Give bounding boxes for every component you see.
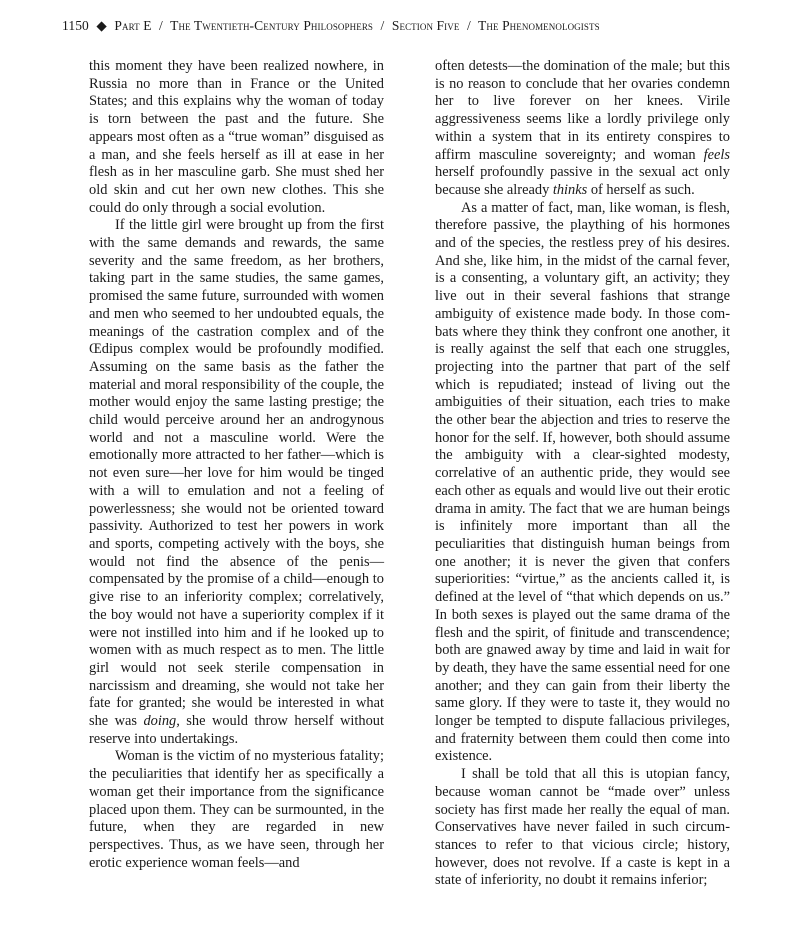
section-label: Section Five <box>391 18 460 33</box>
paragraph <box>89 217 384 748</box>
paragraph-text: she would throw herself without reserve into undertakings. <box>89 713 384 747</box>
paragraph <box>435 58 730 200</box>
paragraph: this moment they have been realized nowhere, in Russia no more than in France or the United States; and this explains why the woman of today is torn between the past and the future. She appears most often as a “true woman” disguised as a man, and she feels herself as ill at ease in her flesh as in her masculine garb. She must shed her old skin and cut her own new clothes. This she could do only through a social evolution. <box>89 58 384 216</box>
paragraph: Woman is the victim of no mysterious fatality; the peculiarities that identify her as specifically a woman get their importance from the significance placed upon them. They can be surmounted, in the future, when they are regarded in new perspectives. Thus, as we have seen, through her erotic experience woman feels—and <box>89 748 384 871</box>
emphasis-text: feels <box>703 146 730 163</box>
right-text-column <box>435 58 730 890</box>
running-header <box>62 18 742 34</box>
emphasis-text: thinks <box>552 181 588 198</box>
page-number: 1150 <box>62 18 89 33</box>
book-title: The Twentieth-Century Philosophers <box>170 18 374 33</box>
paragraph-text: of herself as such. <box>587 181 695 198</box>
emphasis-text: doing, <box>143 713 180 730</box>
paragraph-text: If the little girl were brought up from the first with the same demands and rewards, the same severity and the same freedom, as her brothers, taking part in the same studies, the same games, promised the same future, surrounded with women and men who seemed to her undoubted equals, the meanings of the castration complex and of the Œdipus complex would be profoundly modified. Assuming on the same basis as the father the material and moral responsibility of the couple, the mother would enjoy the same lasting prestige; the child would perceive around her an androgynous world and not a masculine world. Were the emotionally more attracted to her father—which is not even sure—her love for him would be tinged with a will to emulation and not a feeling of powerlessness; she would not be oriented toward passivity. Authorized to test her powers in work and sports, competing actively with the boys, she would not find the absence of the penis—compensated by the promise of a child—enough to give rise to an inferiority complex; correlatively, the boy would not have a superiority complex if it were not instilled into him and if he looked up to women with as much respect as to men. The little girl would not seek sterile compensation in narcissism and dreaming, she would not take her fate for granted; she would be interested in what she was <box>89 217 384 730</box>
paragraph: I shall be told that all this is utopian fancy, because woman cannot be “made over” unless society has first made her really the equal of man. Conservatives have never failed in such circumstances to refer to that vicious circle; history, however, does not revolve. If a caste is kept in a state of inferiority, no doubt it remains inferior; <box>435 766 730 889</box>
diamond-ornament-icon: ◆ <box>96 18 107 33</box>
header-separator: / <box>466 18 471 33</box>
paragraph: As a matter of fact, man, like woman, is flesh, therefore passive, the plaything of his hormones and of the species, the restless prey of his desires. And she, like him, in the midst of the carnal fever, is a consenting, a voluntary gift, an activity; they live out in their several fashions that strange ambiguity of existence made body. In those combats where they think they confront one another, it is really against the self that each one struggles, projecting into the partner that part of the self which is repudiated; instead of living out the ambiguities of their situation, each tries to make the other bear the abjection and tries to reserve the honor for the self. If, however, both should assume the ambiguity with a clear-sighted modesty, correlative of an authentic pride, they would see each other as equals and would live out their erotic drama in amity. The fact that we are human beings is infinitely more important than all the peculiarities that distinguish human beings from one another; it is never the given that confers superiorities: “virtue,” as the ancients called it, is defined at the level of “that which depends on us.” In both sexes is played out the same drama of the flesh and the spirit, of finitude and transcendence; both are gnawed away by time and laid in wait for by death, they have the same essential need for one another; and they can gain from their liberty the same glory. If they were to taste it, they would no longer be tempted to dispute fallacious privileges, and fraternity between them could then come into existence. <box>435 199 730 765</box>
paragraph-text: often detests—the domination of the male; but this is no reason to conclude that her ovaries condemn her to live forever on her knees. Virile aggressiveness seems like a lordly privilege only within a system that in its entirety conspires to affirm masculine sovereignty; and woman <box>435 58 730 163</box>
chapter-label: The Phenomenologists <box>478 18 600 33</box>
left-text-column <box>89 58 384 872</box>
part-label: Part E <box>114 18 152 33</box>
header-separator: / <box>380 18 385 33</box>
paragraph-text: herself profoundly passive in the sexual act only because she already <box>435 164 730 198</box>
header-separator: / <box>159 18 163 33</box>
